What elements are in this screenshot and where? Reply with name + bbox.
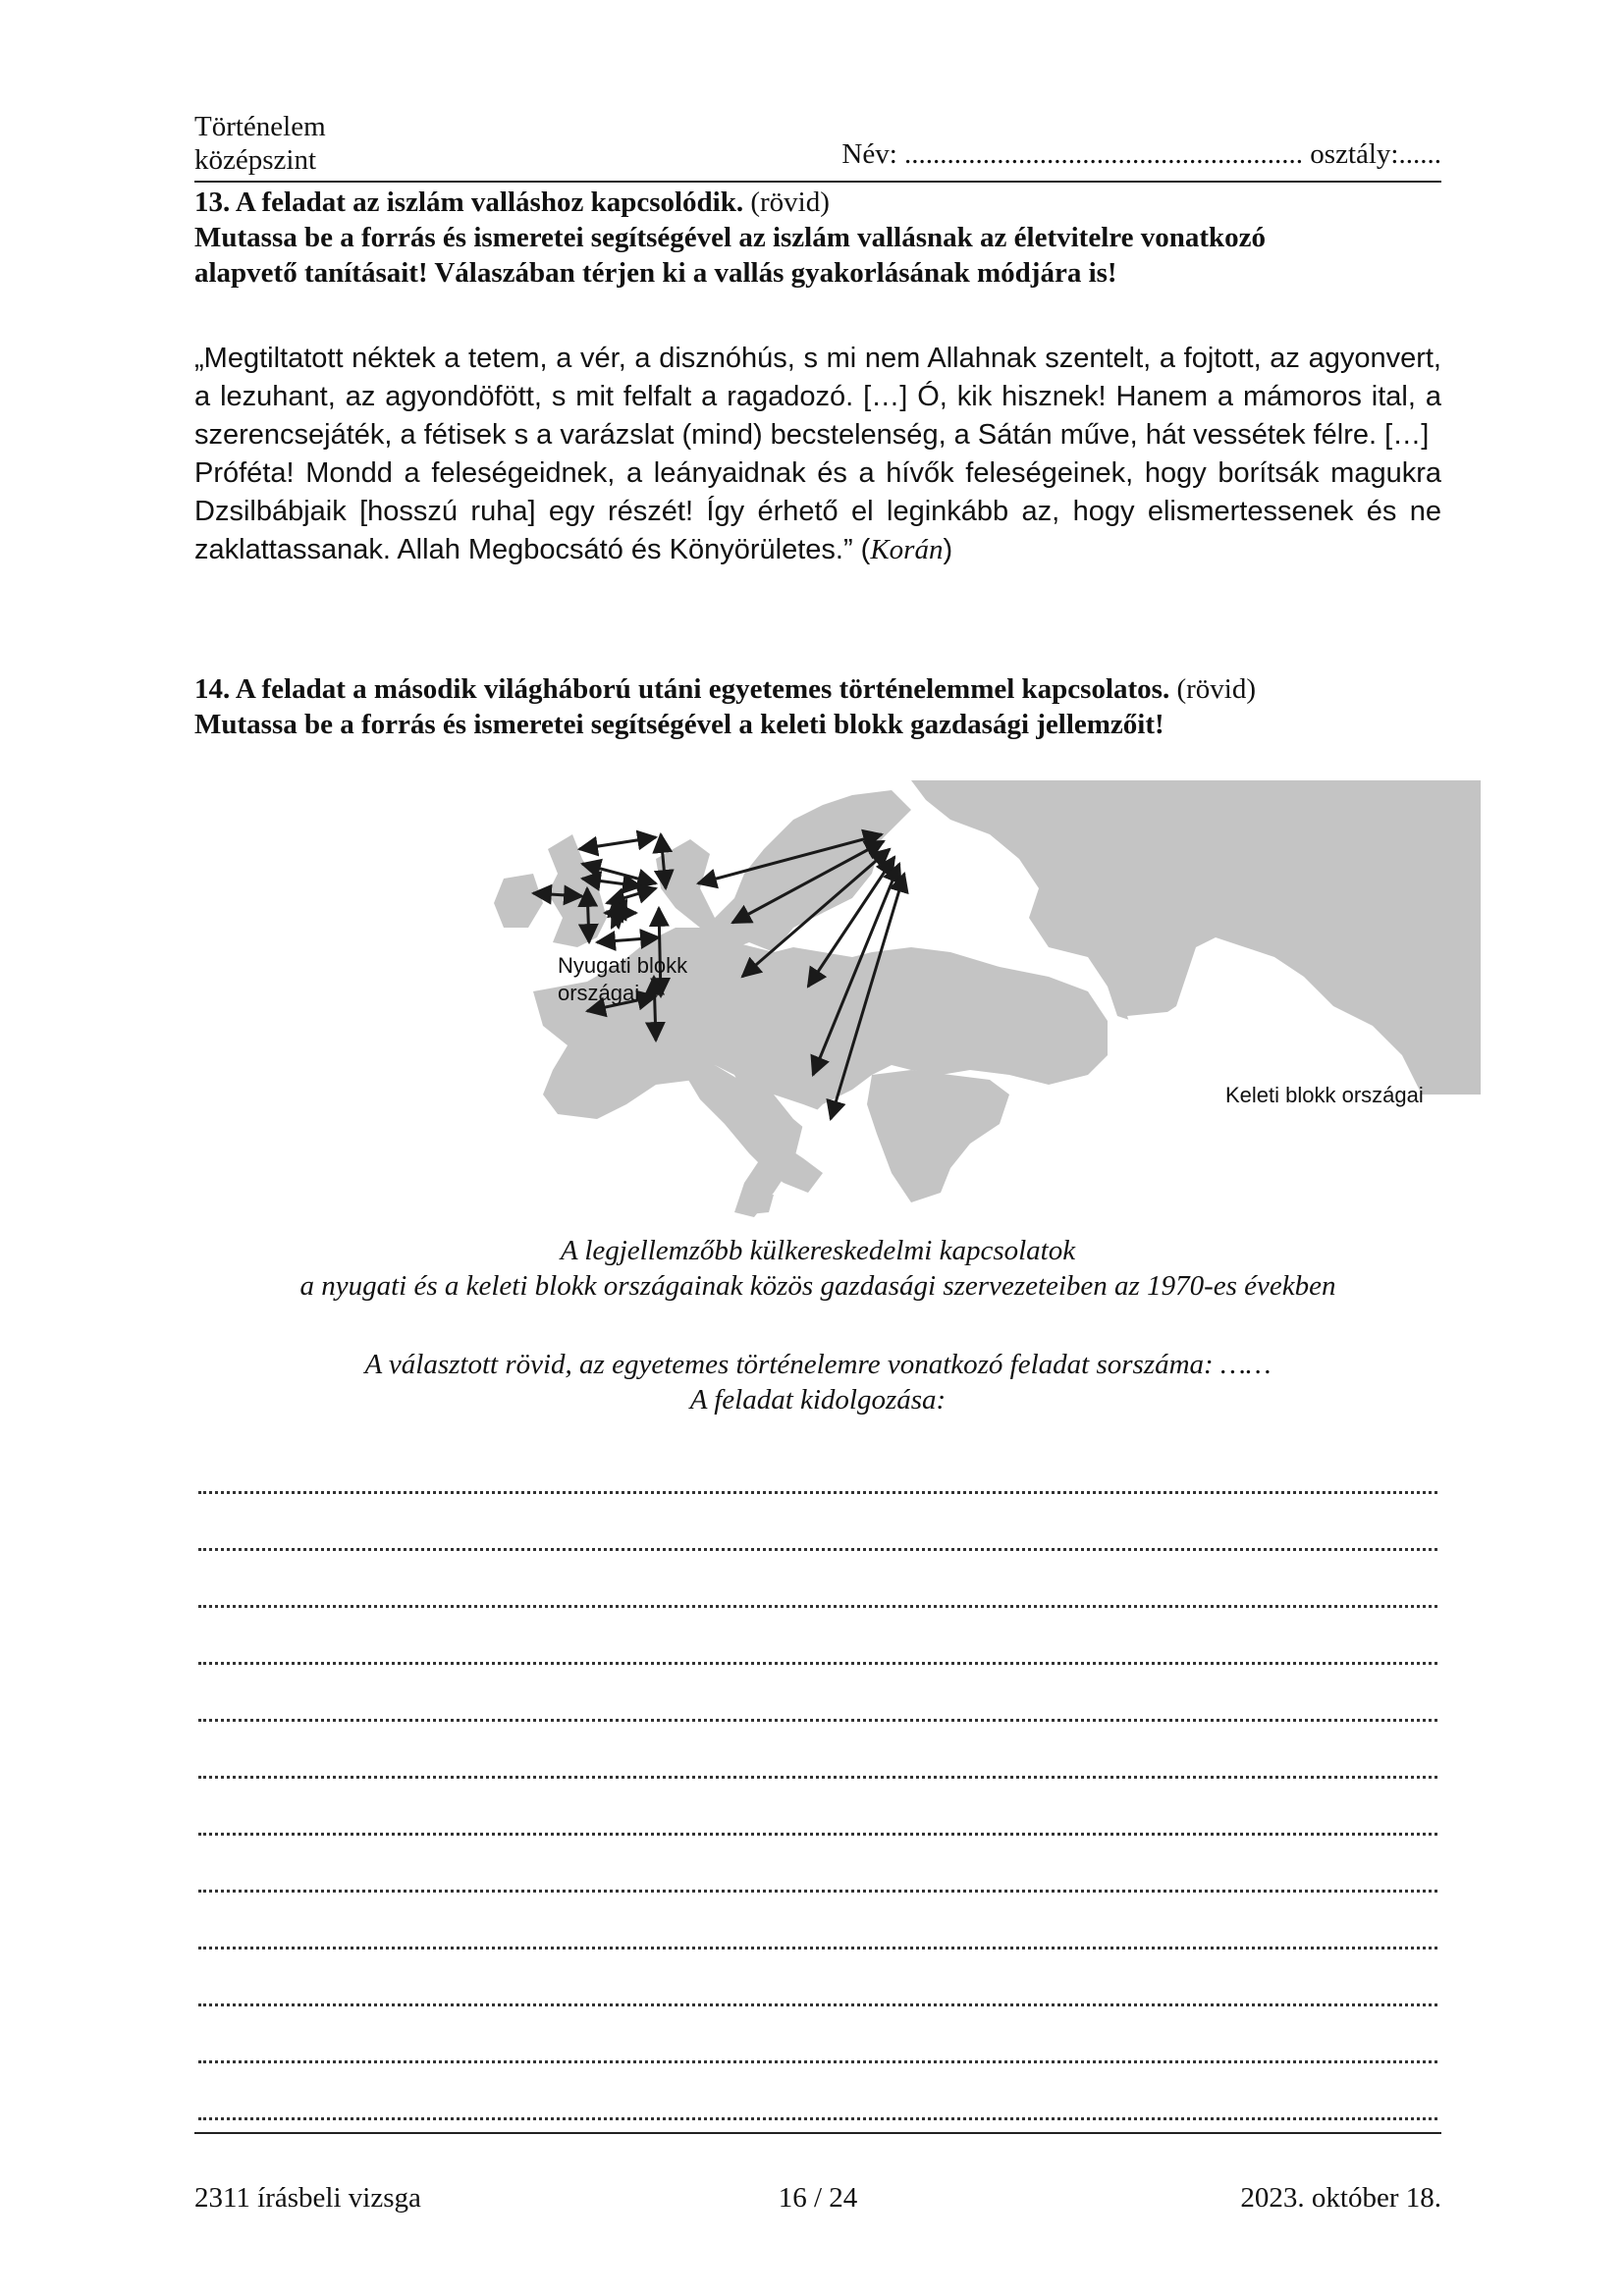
- subject-line-1: Történelem: [194, 111, 326, 142]
- bottom-rule: [194, 2132, 1441, 2134]
- britain-shape: [548, 834, 607, 947]
- task14-title: [194, 671, 1441, 707]
- answer-line[interactable]: [194, 1735, 1441, 1792]
- task14-title-text: 14. A feladat a második világháború utáni egyetemes történelemmel kapcsolatos.: [194, 673, 1170, 705]
- sicily-shape: [744, 1195, 774, 1214]
- subject-label: [194, 110, 326, 177]
- exam-page: [194, 0, 1441, 2296]
- answer-header: [194, 1347, 1441, 1417]
- label-west-line-1: Nyugati blokk: [558, 953, 688, 978]
- label-east-bloc: Keleti blokk országai: [1225, 1083, 1424, 1107]
- task13-note: (rövid): [750, 187, 830, 218]
- name-class-field: Név: ........................................................ osztály:......: [841, 138, 1441, 170]
- chosen-task-label: A választott rövid, az egyetemes történelemre vonatkozó feladat sorszáma: ……: [364, 1349, 1272, 1380]
- trade-map: [361, 780, 1481, 1222]
- map-caption: [194, 1233, 1441, 1304]
- balkans-shape: [867, 1070, 1009, 1202]
- quote-paragraph-1: „Megtiltatott néktek a tetem, a vér, a disznóhús, s mi nem Allahnak szentelt, a fojtott, az agyonvert, a lezuhant, az agyondöfött, s mit felfalt a ragadozó. […] Ó, kik hisznek! Hanem a mámoros ital, a szerencsejáték, a fétisek s a varázslat (mind) becstelenség, a Sátán műve, hát vessétek félre. […]: [194, 343, 1441, 451]
- answer-line[interactable]: [194, 1963, 1441, 2020]
- trade-map-svg: [361, 780, 1481, 1222]
- answer-line[interactable]: [194, 1565, 1441, 1622]
- label-west-bloc: [558, 952, 687, 1007]
- subject-line-2: középszint: [194, 144, 317, 176]
- map-caption-line-1: A legjellemzőbb külkereskedelmi kapcsolatok: [560, 1235, 1076, 1266]
- task13-title: [194, 185, 1441, 220]
- task13-instruction: [194, 220, 1441, 291]
- task13-source-quote: [194, 340, 1441, 569]
- quote-source: (Korán): [860, 534, 953, 565]
- quote-source-title: Korán: [870, 534, 944, 565]
- page-header: [194, 110, 1441, 183]
- task13-title-text: 13. A feladat az iszlám valláshoz kapcsolódik.: [194, 187, 744, 218]
- exam-date: 2023. október 18.: [1240, 2182, 1441, 2214]
- task13-instruction-line-1: Mutassa be a forrás és ismeretei segítségével az iszlám vallásnak az életvitelre vonatkozó: [194, 222, 1267, 253]
- quote-paragraph-2: [194, 454, 1441, 569]
- map-caption-line-2: a nyugati és a keleti blokk országainak közös gazdasági szervezeteiben az 1970-es években: [299, 1270, 1336, 1302]
- answer-line[interactable]: [194, 1906, 1441, 1963]
- answer-line[interactable]: [194, 1679, 1441, 1735]
- page-number: 16 / 24: [778, 2182, 858, 2214]
- answer-line[interactable]: [194, 1451, 1441, 1508]
- task14-instruction: Mutassa be a forrás és ismeretei segítségével a keleti blokk gazdasági jellemzőit!: [194, 709, 1164, 740]
- label-west-line-2: országai: [558, 981, 640, 1005]
- task13-instruction-line-2: alapvető tanításait! Válaszában térjen ki a vallás gyakorlásának módjára is!: [194, 257, 1117, 289]
- answer-line[interactable]: [194, 2020, 1441, 2077]
- task14-note: (rövid): [1176, 673, 1256, 705]
- answer-line[interactable]: [194, 1508, 1441, 1565]
- quote-paragraph-2-text: Próféta! Mondd a feleségeidnek, a leányaidnak és a hívők feleségeinek, hogy borítsák magukra Dzsilbábjaik [hosszú ruha] egy részét! Így érhető el leginkább az, hogy elismertessenek és ne zaklattassanak. Allah Megbocsátó és Könyörületes.”: [194, 457, 1441, 565]
- elaboration-label: A feladat kidolgozása:: [689, 1384, 947, 1415]
- exam-code: 2311 írásbeli vizsga: [194, 2182, 421, 2214]
- answer-line[interactable]: [194, 1622, 1441, 1679]
- ireland-shape: [494, 874, 543, 928]
- answer-line[interactable]: [194, 1792, 1441, 1849]
- answer-line[interactable]: [194, 2077, 1441, 2134]
- answer-line[interactable]: [194, 1849, 1441, 1906]
- answer-lines[interactable]: [194, 1451, 1441, 2134]
